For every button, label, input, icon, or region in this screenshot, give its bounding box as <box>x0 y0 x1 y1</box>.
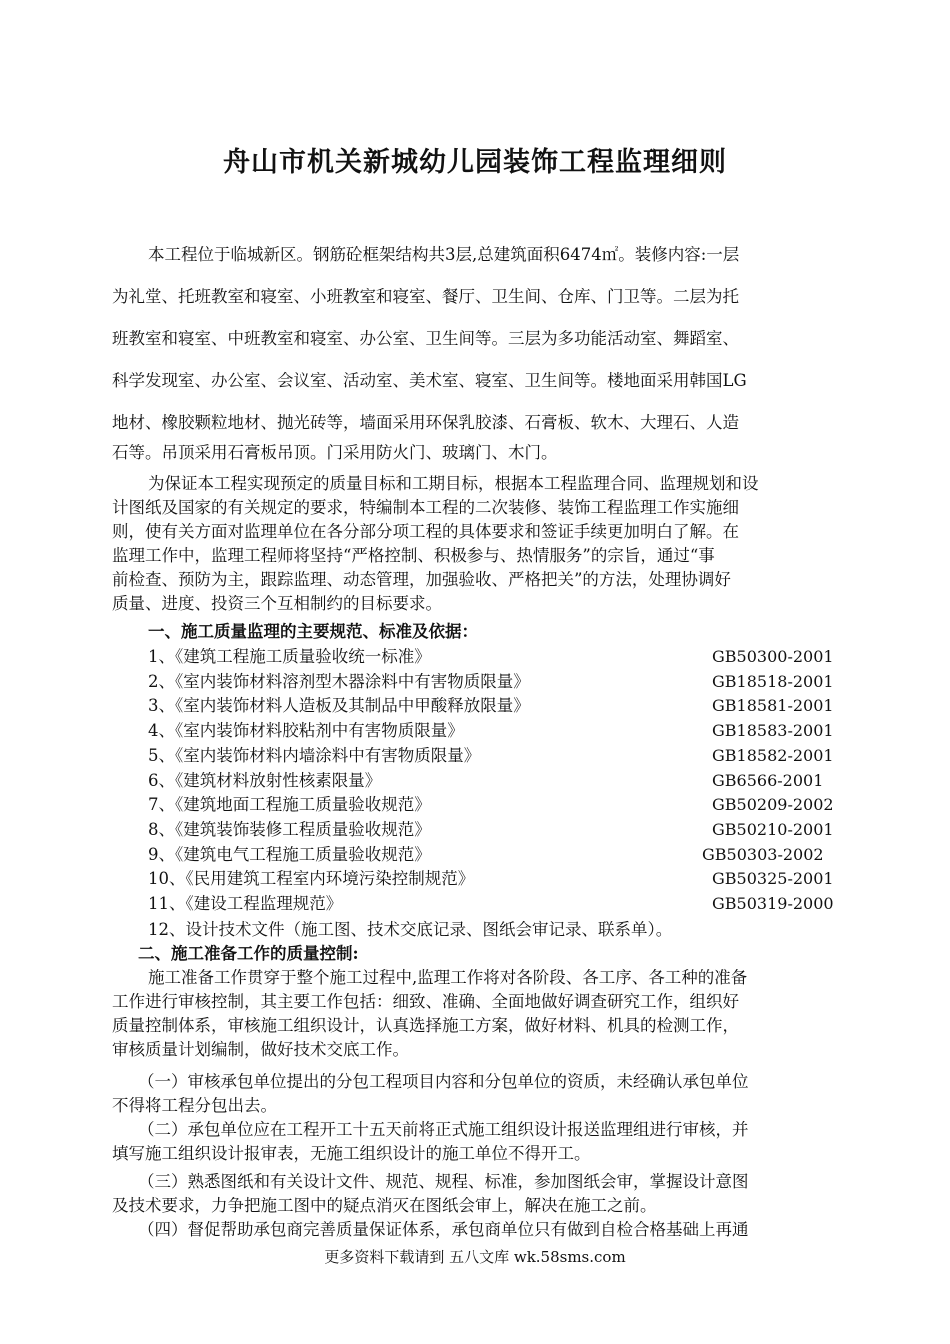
standard-code: GB50303-2002 <box>702 844 824 864</box>
section1-heading: 一、施工质量监理的主要规范、标准及依据： <box>148 622 478 641</box>
standard-label: 6、《建筑材料放射性核素限量》 <box>148 770 382 790</box>
standard-label: 12、设计技术文件（施工图、技术交底记录、图纸会审记录、联系单）。 <box>148 920 673 939</box>
section2-sub-line: 及技术要求，力争把施工图中的疑点消灭在图纸会审上，解决在施工之前。 <box>112 1196 657 1215</box>
standard-label: 10、《民用建筑工程室内环境污染控制规范》 <box>148 869 475 889</box>
intro-line: 本工程位于临城新区。钢筋砼框架结构共3层,总建筑面积6474㎡。装修内容:一层 <box>148 245 740 264</box>
standard-code: GB6566-2001 <box>712 770 824 790</box>
section2-line: 工作进行审核控制，其主要工作包括：细致、准确、全面地做好调查研究工作，组织好 <box>112 992 739 1011</box>
standard-code: GB18583-2001 <box>712 721 834 741</box>
document-title: 舟山市机关新城幼儿园装饰工程监理细则 <box>223 147 727 178</box>
intro-line: 为礼堂、托班教室和寝室、小班教室和寝室、餐厅、卫生间、仓库、门卫等。二层为托 <box>112 287 739 306</box>
standard-code: GB18581-2001 <box>712 696 834 716</box>
section2-line: 审核质量计划编制，做好技术交底工作。 <box>112 1040 409 1059</box>
standard-code: GB18582-2001 <box>712 745 834 765</box>
purpose-line: 计图纸及国家的有关规定的要求，特编制本工程的二次装修、装饰工程监理工作实施细 <box>112 498 739 517</box>
section2-line: 质量控制体系，审核施工组织设计，认真选择施工方案，做好材料、机具的检测工作， <box>112 1016 739 1035</box>
standard-code: GB18518-2001 <box>712 671 834 691</box>
standard-label: 11、《建设工程监理规范》 <box>148 894 343 913</box>
purpose-line: 为保证本工程实现预定的质量目标和工期目标，根据本工程监理合同、监理规划和设 <box>148 474 759 493</box>
section2-sub-line: 不得将工程分包出去。 <box>112 1096 277 1115</box>
standard-code: GB50325-2001 <box>712 869 834 889</box>
section2-heading: 二、施工准备工作的质量控制: <box>138 944 359 963</box>
standard-label: 5、《室内装饰材料内墙涂料中有害物质限量》 <box>148 745 481 765</box>
purpose-line: 则，使有关方面对监理单位在各分部分项工程的具体要求和签证手续更加明白了解。在 <box>112 522 739 541</box>
intro-line: 石等。吊顶采用石膏板吊顶。门采用防火门、玻璃门、木门。 <box>112 443 558 462</box>
footer-link[interactable]: 更多资料下载请到 五八文库 wk.58sms.com <box>324 1248 626 1266</box>
standard-code: GB50319-2000 <box>712 894 834 913</box>
standard-label: 9、《建筑电气工程施工质量验收规范》 <box>148 844 431 864</box>
section2-line: 施工准备工作贯穿于整个施工过程中,监理工作将对各阶段、各工序、各工种的准备 <box>148 968 748 987</box>
purpose-line: 质量、进度、投资三个互相制约的目标要求。 <box>112 594 442 613</box>
intro-line: 班教室和寝室、中班教室和寝室、办公室、卫生间等。三层为多功能活动室、舞蹈室、 <box>112 329 739 348</box>
standard-label: 1、《建筑工程施工质量验收统一标准》 <box>148 647 431 666</box>
standard-label: 3、《室内装饰材料人造板及其制品中甲酸释放限量》 <box>148 696 530 716</box>
section2-sub-line: （一）审核承包单位提出的分包工程项目内容和分包单位的资质，未经确认承包单位 <box>138 1072 749 1091</box>
purpose-line: 前检查、预防为主，跟踪监理、动态管理，加强验收、严格把关”的方法，处理协调好 <box>112 570 731 589</box>
purpose-line: 监理工作中，监理工程师将坚持“严格控制、积极参与、热情服务”的宗旨，通过“事 <box>112 546 715 565</box>
standard-label: 7、《建筑地面工程施工质量验收规范》 <box>148 795 431 815</box>
intro-line: 科学发现室、办公室、会议室、活动室、美术室、寝室、卫生间等。楼地面采用韩国LG <box>112 371 747 390</box>
standard-code: GB50300-2001 <box>712 647 834 666</box>
section2-sub-line: 填写施工组织设计报审表，无施工组织设计的施工单位不得开工。 <box>112 1144 591 1163</box>
section2-sub-line-last: （四）督促帮助承包商完善质量保证体系，承包商单位只有做到自检合格基础上再通 <box>138 1220 749 1239</box>
standard-code: GB50210-2001 <box>712 819 834 839</box>
standard-label: 2、《室内装饰材料溶剂型木器涂料中有害物质限量》 <box>148 671 530 691</box>
intro-line: 地材、橡胶颗粒地材、抛光砖等，墙面采用环保乳胶漆、石膏板、软木、大理石、人造 <box>112 413 739 432</box>
section2-sub-line: （二）承包单位应在工程开工十五天前将正式施工组织设计报送监理组进行审核，并 <box>138 1120 749 1139</box>
standard-code: GB50209-2002 <box>712 795 834 815</box>
section2-sub-line: （三）熟悉图纸和有关设计文件、规范、规程、标准，参加图纸会审，掌握设计意图 <box>138 1172 749 1191</box>
standard-label: 4、《室内装饰材料胶粘剂中有害物质限量》 <box>148 721 464 741</box>
standard-label: 8、《建筑装饰装修工程质量验收规范》 <box>148 819 431 839</box>
